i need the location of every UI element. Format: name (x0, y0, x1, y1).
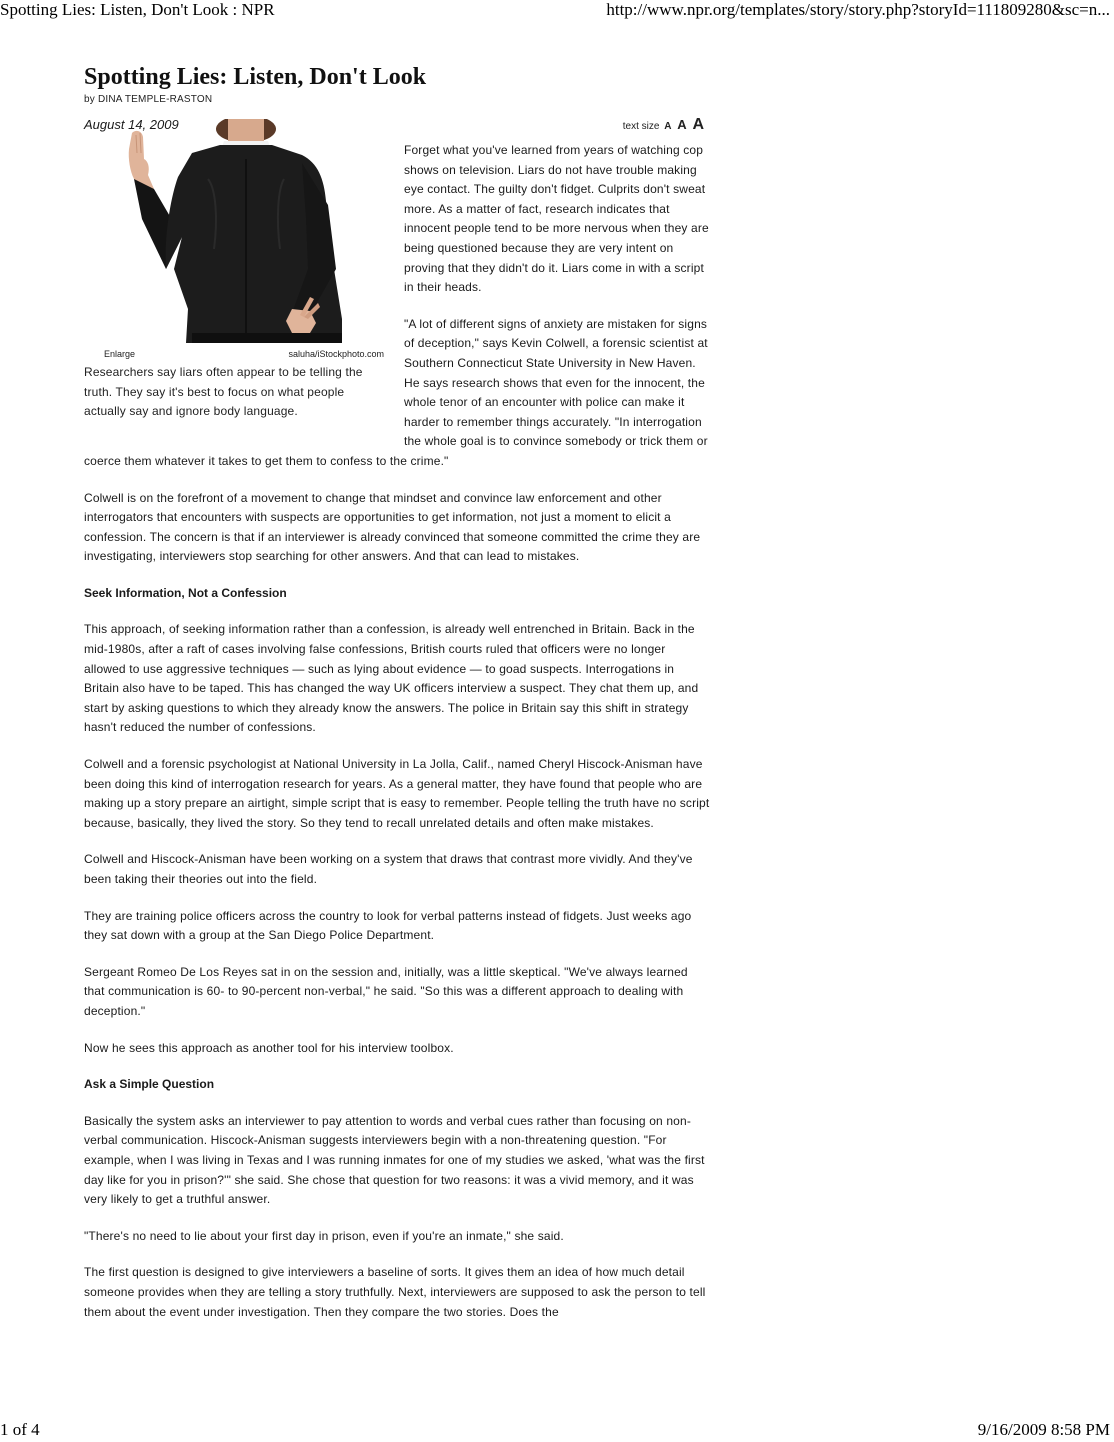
paragraph: Colwell and Hiscock-Anisman have been working on a system that draws that contrast more vividly. And they've been taking their theories out into the field. (84, 852, 693, 886)
print-page-number: 1 of 4 (0, 1420, 40, 1439)
text-size-control (623, 116, 704, 134)
paragraph: Colwell and a forensic psychologist at National University in La Jolla, Calif., named Cheryl Hiscock-Anisman have been doing this kind of interrogation research for years. As a general matter, they have found that people who are making up a story prepare an airtight, simple script that is easy to remember. People telling the truth have no script because, basically, they lived the story. So they tend to recall unrelated details and often make mistakes. (84, 757, 710, 830)
photo-man-crossed-fingers (96, 119, 356, 343)
print-page-url[interactable]: http://www.npr.org/templates/story/story.php?storyId=111809280&sc=n... (606, 0, 1110, 19)
article-date: August 14, 2009 (84, 117, 179, 132)
paragraph: This approach, of seeking information rather than a confession, is already well entrenched in Britain. Back in the mid-1980s, after a raft of cases involving false confessions, British courts ruled that officers were no longer allowed to use aggressive techniques — such as lying about evidence — to goad suspects. Interrogations in Britain also have to be taped. This has changed the way UK officers interview a suspect. They chat them up, and start by asking questions to which they already know the answers. The police in Britain say this shift in strategy hasn't reduced the number of confessions. (84, 622, 699, 735)
article-photo[interactable] (96, 119, 356, 343)
paragraph: Forget what you've learned from years of watching cop shows on television. Liars do not have trouble making eye contact. The guilty don't fidget. Culprits don't sweat more. As a matter of fact, research indicates that innocent people tend to be more nervous when they are being questioned because they are very intent on proving that they didn't do it. Liars come in with a script in their heads. (404, 143, 709, 295)
section-heading: Ask a Simple Question (84, 1077, 215, 1092)
paragraph: Sergeant Romeo De Los Reyes sat in on the session and, initially, was a little skeptical. "We've always learned that communication is 60- to 90-percent non-verbal," he said. "So this was a different approach to dealing with deception." (84, 964, 688, 1018)
text-size-medium-button[interactable]: A (677, 117, 687, 132)
print-header (0, 0, 1114, 22)
paragraph: The first question is designed to give interviewers a baseline of sorts. It gives them an idea of how much detail someone provides when they are telling a story truthfully. Next, interviewers are supposed to ask the person to tell them about the event under investigation. Then they compare the two stories. Does the (84, 1265, 706, 1319)
print-footer (0, 1420, 1114, 1442)
article-figure (84, 119, 384, 439)
text-size-label: text size (622, 121, 660, 132)
paragraph: Now he sees this approach as another tool for his interview toolbox. (84, 1040, 454, 1055)
dateline (84, 111, 710, 141)
article (84, 62, 710, 1339)
photo-credit: saluha/iStockphoto.com (288, 349, 384, 359)
article-byline[interactable]: by DINA TEMPLE-RASTON (84, 94, 213, 105)
paragraph: "There's no need to lie about your first day in prison, even if you're an inmate," she said. (84, 1228, 564, 1243)
paragraph: They are training police officers across the country to look for verbal patterns instead of fidgets. Just weeks ago they sat down with a group at the San Diego Police Department. (84, 908, 692, 943)
print-datetime: 9/16/2009 8:58 PM (977, 1420, 1110, 1439)
article-headline: Spotting Lies: Listen, Don't Look (84, 64, 427, 90)
section-heading: Seek Information, Not a Confession (84, 585, 287, 600)
print-page-title: Spotting Lies: Listen, Don't Look : NPR (0, 0, 275, 19)
paragraph: "A lot of different signs of anxiety are mistaken for signs of deception," says Kevin Colwell, a forensic scientist at Southern Connecticut State University in New Haven. He says research shows that even for the innocent, the whole tenor of an encounter with police can make it harder to remember things accurately. "In interrogation the whole goal is to convince somebody or trick them or coerce them whatever it takes to get them to confess to the crime." (84, 316, 708, 468)
photo-caption-row (84, 347, 384, 363)
text-size-large-button[interactable]: A (692, 116, 704, 133)
photo-caption: Researchers say liars often appear to be telling the truth. They say it's best to focus on what people actually say and ignore body language. (84, 365, 363, 419)
paragraph: Colwell is on the forefront of a movement to change that mindset and convince law enforcement and other interrogators that encounters with suspects are opportunities to get information, not just a moment to elicit a confession. The concern is that if an interviewer is already convinced that someone committed the crime they are investigating, interviewers stop searching for other answers. And that can lead to mistakes. (84, 490, 701, 564)
enlarge-link[interactable]: Enlarge (104, 349, 136, 359)
text-size-small-button[interactable]: A (664, 121, 672, 132)
paragraph: Basically the system asks an interviewer to pay attention to words and verbal cues rather than focusing on non-verbal communication. Hiscock-Anisman suggests interviewers begin with a non-threatening question. "For example, when I was living in Texas and I was running inmates for one of my studies we asked, 'what was the first day like for you in prison?'" she said. She chose that question for two reasons: it was a vivid memory, and it was very likely to get a truthful answer. (84, 1113, 705, 1207)
